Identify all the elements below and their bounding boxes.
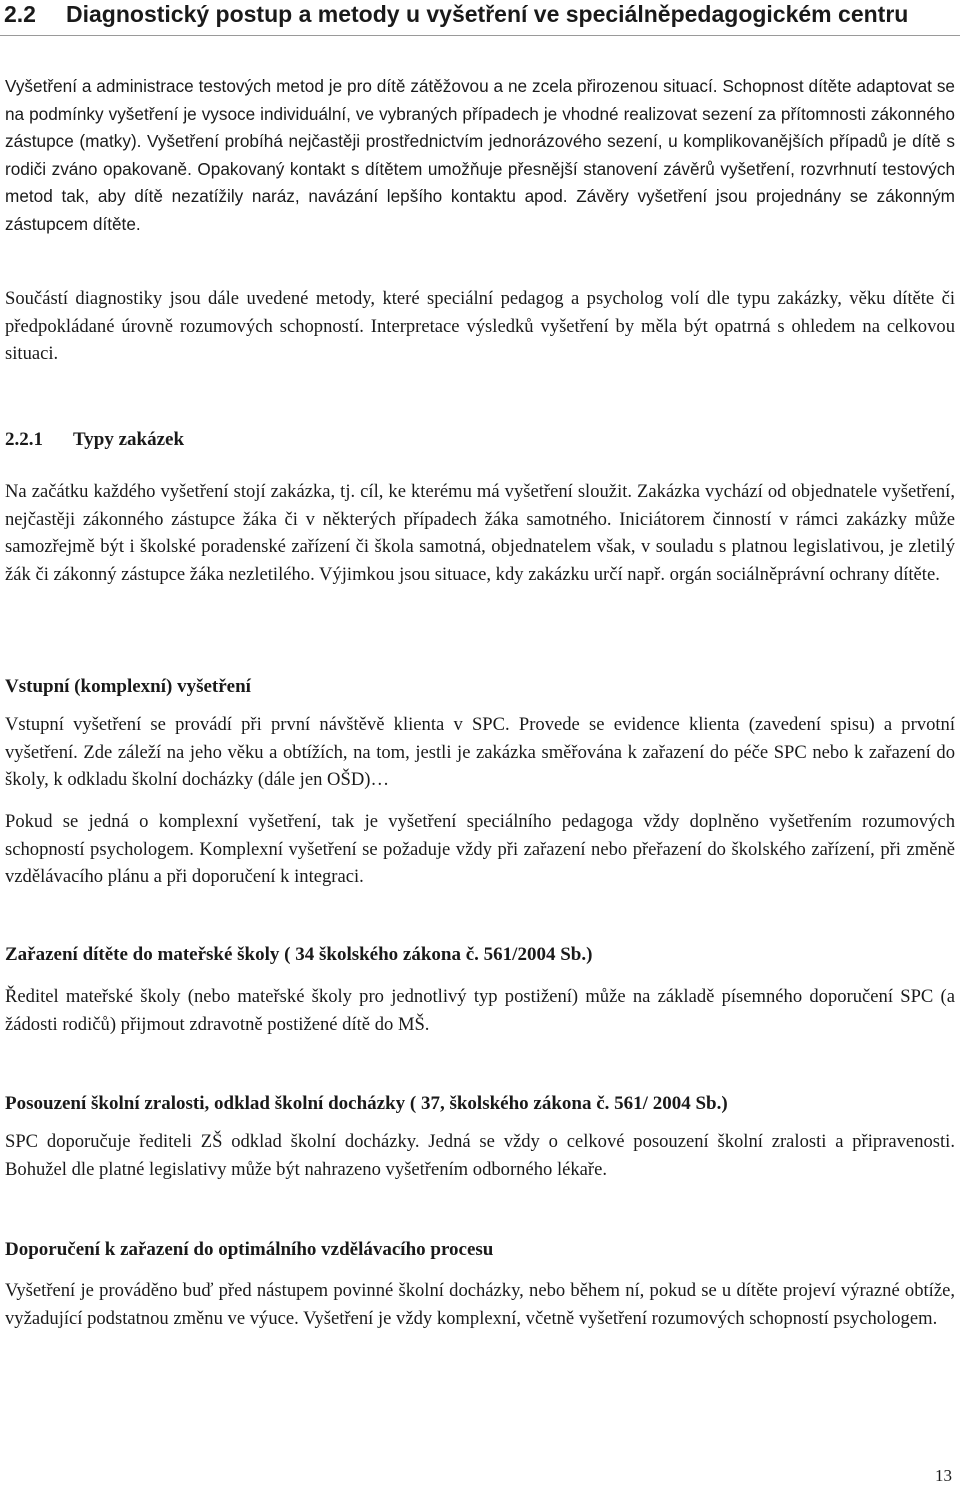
heading-rule [0,35,960,36]
subsection-title: Typy zakázek [73,429,185,450]
school-readiness-heading: Posouzení školní zralosti, odklad školní docházky ( 37, školského zákona č. 561/ 2004 Sb.) [5,1093,728,1114]
section-number: 2.2 [4,1,36,27]
entry-exam-heading: Vstupní (komplexní) vyšetření [5,676,251,697]
subsection-paragraph: Na začátku každého vyšetření stojí zakázka, tj. cíl, ke kterému má vyšetření sloužit. Zakázka vychází od objednatele vyšetření, nejčastěji zákonného zástupce žáka či v některých případech žáka samotného. Iniciátorem činností v rámci zakázky může samozřejmě být i školské poradenské zařízení či škola samotná, objednatelem však, v souladu s platnou legislativou, je zletilý žák či zákonný zástupce žáka nezletilého. Výjimkou jsou situace, kdy zakázku určí např. orgán sociálněprávní ochrany dítěte. [5,481,955,585]
intro-paragraph-2: Součástí diagnostiky jsou dále uvedené metody, které speciální pedagog a psycholog volí dle typu zakázky, věku dítěte či předpokládané úrovně rozumových schopností. Interpretace výsledků vyšetření by měla být opatrná s ohledem na celkovou situaci. [5,288,955,364]
kindergarten-heading: Zařazení dítěte do mateřské školy ( 34 školského zákona č. 561/2004 Sb.) [5,944,593,965]
subsection-number: 2.2.1 [5,429,43,450]
entry-exam-paragraph-2: Pokud se jedná o komplexní vyšetření, tak je vyšetření speciálního pedagoga vždy doplněno vyšetřením rozumových schopností psychologem. Komplexní vyšetření se požaduje vždy při zařazení nebo přeřazení do školského zařízení, při změně vzdělávacího plánu a při doporučení k integraci. [5,811,955,887]
entry-exam-paragraph-1: Vstupní vyšetření se provádí při první návštěvě klienta v SPC. Provede se evidence klienta (zavedení spisu) a prvotní vyšetření. Zde záleží na jeho věku a obtížích, na tom, jestli je zakázka směřována k zařazení do péče SPC nebo k zařazení do školy, k odkladu školní docházky (dále jen OŠD)… [5,714,955,790]
page-number: 13 [935,1466,952,1485]
section-title: Diagnostický postup a metody u vyšetření ve speciálněpedagogickém centru [66,1,909,27]
intro-paragraph-1: Vyšetření a administrace testových metod je pro dítě zátěžovou a ne zcela přirozenou situací. Schopnost dítěte adaptovat se na podmínky vyšetření je vysoce individuální, ve vybraných případech je vhodné realizovat sezení za přítomnosti zákonného zástupce (matky). Vyšetření probíhá nejčastěji prostřednictvím jednorázového sezení, u komplikovanějších případů je dítě s rodiči zváno opakovaně. Opakovaný kontakt s dítětem umožňuje přesnější stanovení závěrů vyšetření, rozvrhnutí testových metod tak, aby dítě nezatížily naráz, navázání lepšího kontaktu apod. Závěry vyšetření jsou projednány se zákonným zástupcem dítěte. [5,76,955,234]
section-heading [4,0,956,28]
optimal-process-heading: Doporučení k zařazení do optimálního vzdělávacího procesu [5,1239,494,1260]
subsection-heading [5,427,955,453]
school-readiness-paragraph: SPC doporučuje řediteli ZŠ odklad školní docházky. Jedná se vždy o celkové posouzení školní zralosti a připravenosti. Bohužel dle platné legislativy může být nahrazeno vyšetřením odborného lékaře. [5,1131,955,1180]
optimal-process-paragraph: Vyšetření je prováděno buď před nástupem povinné školní docházky, nebo během ní, pokud se u dítěte projeví výrazné obtíže, vyžadující podstatnou změnu ve výuce. Vyšetření je vždy komplexní, včetně vyšetření rozumových schopností psychologem. [5,1280,955,1329]
kindergarten-paragraph: Ředitel mateřské školy (nebo mateřské školy pro jednotlivý typ postižení) může na základě písemného doporučení SPC (a žádosti rodičů) přijmout zdravotně postižené dítě do MŠ. [5,986,955,1035]
